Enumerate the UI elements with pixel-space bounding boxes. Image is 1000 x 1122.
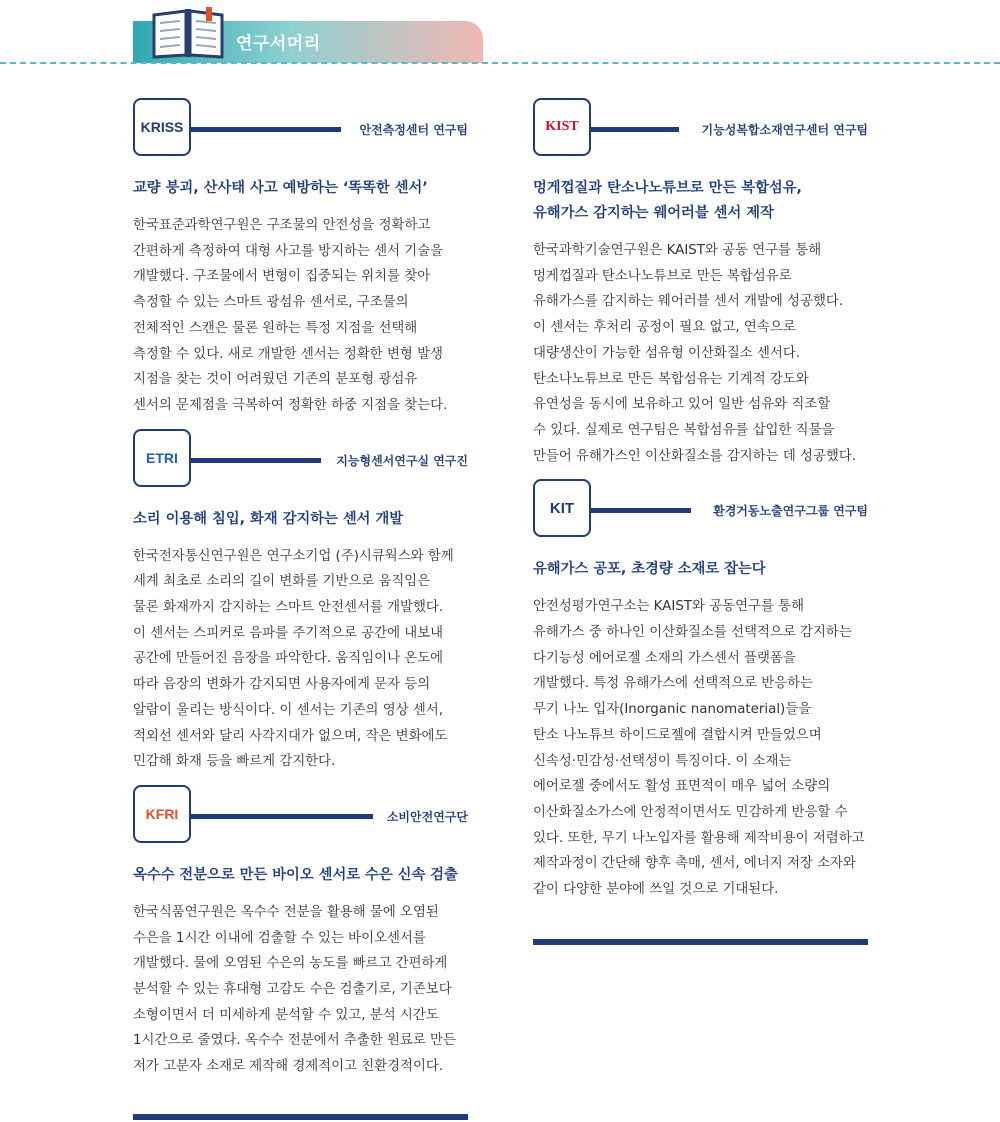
org-name: 기능성복합소재연구센터 연구팀 <box>701 123 868 137</box>
article-title: 멍게껍질과 탄소나노튜브로 만든 복합섬유, 유해가스 감지하는 웨어러블 센서 제작 <box>533 180 802 221</box>
article-kfri <box>133 785 468 1120</box>
org-line <box>191 814 373 819</box>
kriss-logo: KRISS <box>133 98 191 156</box>
etri-logo: ETRI <box>133 429 191 487</box>
org-name: 환경거동노출연구그룹 연구팀 <box>713 504 868 519</box>
article-body: 한국식품연구원은 옥수수 전분을 활용해 물에 오염된 수은을 1시간 이내에 검출할 수 있는 바이오센서를 개발했다. 물에 오염된 수은의 농도를 빠르고 간편하게 분석할 수 있는 휴대형 고감도 수은 검출기로, 기존보다 소형이면서 더 미세하게 분석할 수 있고, 분석 시간도 1시간으로 줄였다. 옥수수 전분에서 추출한 원료로 만든 저가 고분자 소재로 제작해 경제적이고 친환경적이다. <box>133 904 456 1075</box>
page-title: 연구서머리 <box>236 34 321 54</box>
header-divider <box>0 62 1000 64</box>
book-icon <box>152 7 224 59</box>
kit-logo: KIT <box>533 479 591 537</box>
article-title: 소리 이용해 침입, 화재 감지하는 센서 개발 <box>133 510 404 527</box>
article-body: 한국표준과학연구원은 구조물의 안전성을 정확하고 간편하게 측정하여 대형 사고를 방지하는 센서 기술을 개발했다. 구조물에서 변형이 집중되는 위치를 찾아 측정할 수 있는 스마트 광섬유 센서로, 구조물의 전체적인 스캔은 물론 원하는 특정 지점을 선택해 측정할 수 있다. 새로 개발한 센서는 정확한 변형 발생 지점을 찾는 것이 어려웠던 기존의 분포형 광섬유 센서의 문제점을 극복하여 정확한 하중 지점을 찾는다. <box>133 218 448 413</box>
org-line <box>191 127 341 132</box>
article-kriss <box>133 98 468 419</box>
article-kit <box>533 479 868 944</box>
org-name: 소비안전연구단 <box>386 809 468 824</box>
article-etri <box>133 429 468 775</box>
article-body: 한국과학기술연구원은 KAIST와 공동 연구를 통해 멍게껍질과 탄소나노튜브로 만든 복합섬유로 유해가스를 감지하는 웨어러블 센서 개발에 성공했다. 이 센서는 후처리 공정이 필요 없고, 연속으로 대량생산이 가능한 섬유형 이산화질소 센서다. 탄소나노튜브로 만든 복합섬유는 기계적 강도와 유연성을 동시에 보유하고 있어 일반 섬유와 직조할 수 있다. 실제로 연구팀은 복합섬유를 삽입한 직물을 만들어 유해가스인 이산화질소를 감지하는 데 성공했다. <box>533 243 857 464</box>
article-title: 교량 붕괴, 산사태 사고 예방하는 ‘똑똑한 센서’ <box>133 180 428 196</box>
article-body: 안전성평가연구소는 KAIST와 공동연구를 통해 유해가스 중 하나인 이산화질소를 선택적으로 감지하는 다기능성 에어로젤 소재의 가스센서 플랫폼을 개발했다. 특정 유해가스에 선택적으로 반응하는 무기 나노 입자(Inorganic nanomaterial)들을 탄소 나노튜브 하이드로젤에 결합시켜 만들었으며 신속성·민감성·선택성이 특징이다. 이 소재는 에어로젤 중에서도 활성 표면적이 매우 넓어 소량의 이산화질소가스에 안정적이면서도 민감하게 반응할 수 있다. 또한, 무기 나노입자를 활용해 제작비용이 저렴하고 제작과정이 간단해 향후 촉매, 센서, 에너지 저장 소자와 같이 다양한 분야에 쓰일 것으로 기대된다. <box>533 599 865 898</box>
org-name: 안전측정센터 연구팀 <box>359 123 468 137</box>
org-line <box>191 458 321 463</box>
column-end-bar <box>133 1114 468 1120</box>
org-line <box>591 127 679 132</box>
article-kist <box>533 98 868 469</box>
org-line <box>591 508 691 513</box>
article-title: 옥수수 전분으로 만든 바이오 센서로 수은 신속 검출 <box>133 866 458 883</box>
org-name: 지능형센서연구실 연구진 <box>336 453 468 468</box>
article-body: 한국전자통신연구원은 연구소기업 (주)시큐웍스와 함께 세계 최초로 소리의 길이 변화를 기반으로 움직임은 물론 화재까지 감지하는 스마트 안전센서를 개발했다. 이 센서는 스피커로 음파를 주기적으로 공간에 내보내 공간에 만들어진 음장을 파악한다. 움직임이나 온도에 따라 음장의 변화가 감지되면 사용자에게 문자 등의 알람이 울리는 방식이다. 이 센서는 기존의 영상 센서, 적외선 센서와 달리 사각지대가 없으며, 작은 변화에도 민감해 화재 등을 빠르게 감지한다. <box>133 548 454 770</box>
kfri-logo: KFRI <box>133 785 191 843</box>
kist-logo: KIST <box>533 98 591 156</box>
right-column <box>533 98 868 945</box>
left-column <box>133 98 468 1120</box>
article-title: 유해가스 공포, 초경량 소재로 잡는다 <box>533 561 766 578</box>
column-end-bar <box>533 939 868 945</box>
